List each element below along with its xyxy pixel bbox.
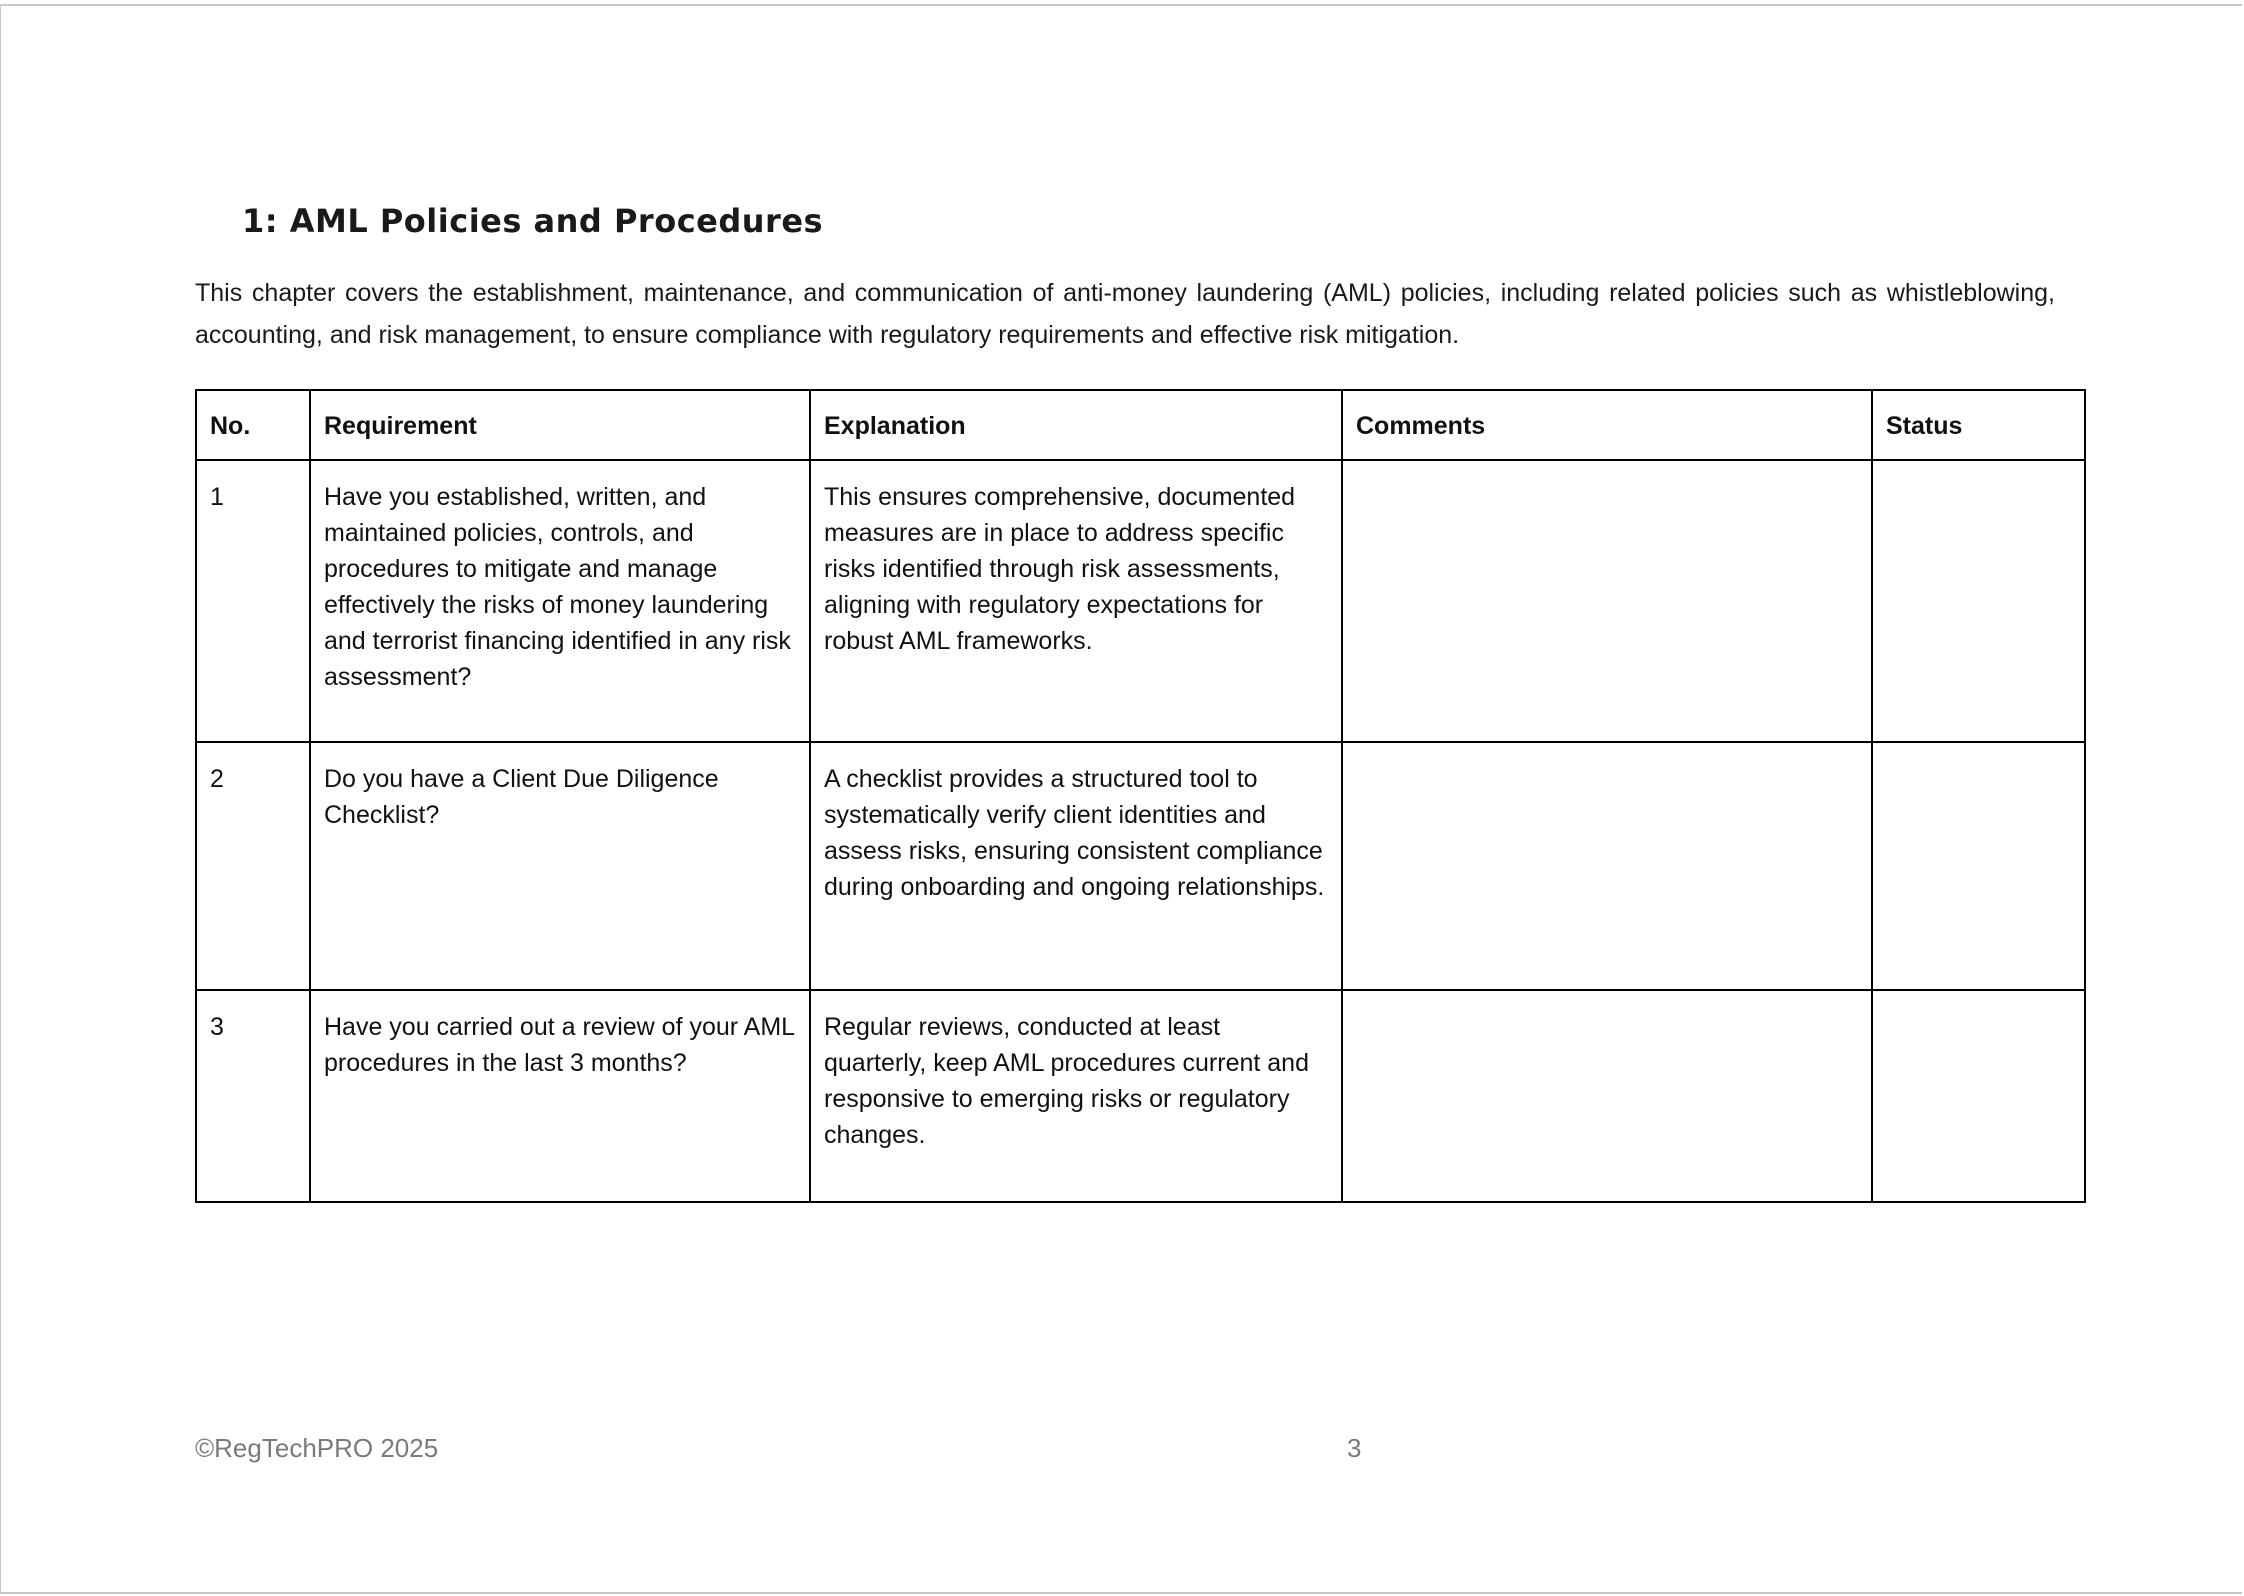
cell-requirement: Do you have a Client Due Diligence Checklist? xyxy=(310,742,810,990)
header-explanation: Explanation xyxy=(810,390,1342,460)
footer-page-number: 3 xyxy=(1347,1433,1362,1463)
cell-explanation: A checklist provides a structured tool to systematically verify client identities and assess risks, ensuring consistent compliance during onboarding and ongoing relationships. xyxy=(810,742,1342,990)
document-page xyxy=(0,4,2242,1594)
cell-comments[interactable] xyxy=(1342,990,1872,1202)
cell-comments[interactable] xyxy=(1342,742,1872,990)
cell-comments[interactable] xyxy=(1342,460,1872,742)
cell-no: 2 xyxy=(196,742,310,990)
cell-requirement: Have you established, written, and maintained policies, controls, and procedures to mitigate and manage effectively the risks of money laundering and terrorist financing identified in any risk assessment? xyxy=(310,460,810,742)
header-requirement: Requirement xyxy=(310,390,810,460)
header-comments: Comments xyxy=(1342,390,1872,460)
chapter-intro: This chapter covers the establishment, maintenance, and communication of anti-money laundering (AML) policies, including related policies such as whistleblowing, accounting, and risk management, to ensure compliance with regulatory requirements and effective risk mitigation. xyxy=(195,279,2055,349)
cell-explanation: Regular reviews, conducted at least quarterly, keep AML procedures current and responsive to emerging risks or regulatory changes. xyxy=(810,990,1342,1202)
cell-no: 3 xyxy=(196,990,310,1202)
cell-explanation: This ensures comprehensive, documented measures are in place to address specific risks identified through risk assessments, aligning with regulatory expectations for robust AML frameworks. xyxy=(810,460,1342,742)
requirements-table xyxy=(195,389,2086,1203)
table-header-row xyxy=(196,390,2085,460)
header-no: No. xyxy=(196,390,310,460)
cell-status[interactable] xyxy=(1872,460,2085,742)
cell-no: 1 xyxy=(196,460,310,742)
header-status: Status xyxy=(1872,390,2085,460)
cell-requirement: Have you carried out a review of your AML procedures in the last 3 months? xyxy=(310,990,810,1202)
table-row xyxy=(196,742,2085,990)
chapter-heading: 1: AML Policies and Procedures xyxy=(242,202,824,240)
cell-status[interactable] xyxy=(1872,990,2085,1202)
table-row xyxy=(196,990,2085,1202)
cell-status[interactable] xyxy=(1872,742,2085,990)
table-row xyxy=(196,460,2085,742)
footer-copyright: ©RegTechPRO 2025 xyxy=(195,1433,439,1463)
